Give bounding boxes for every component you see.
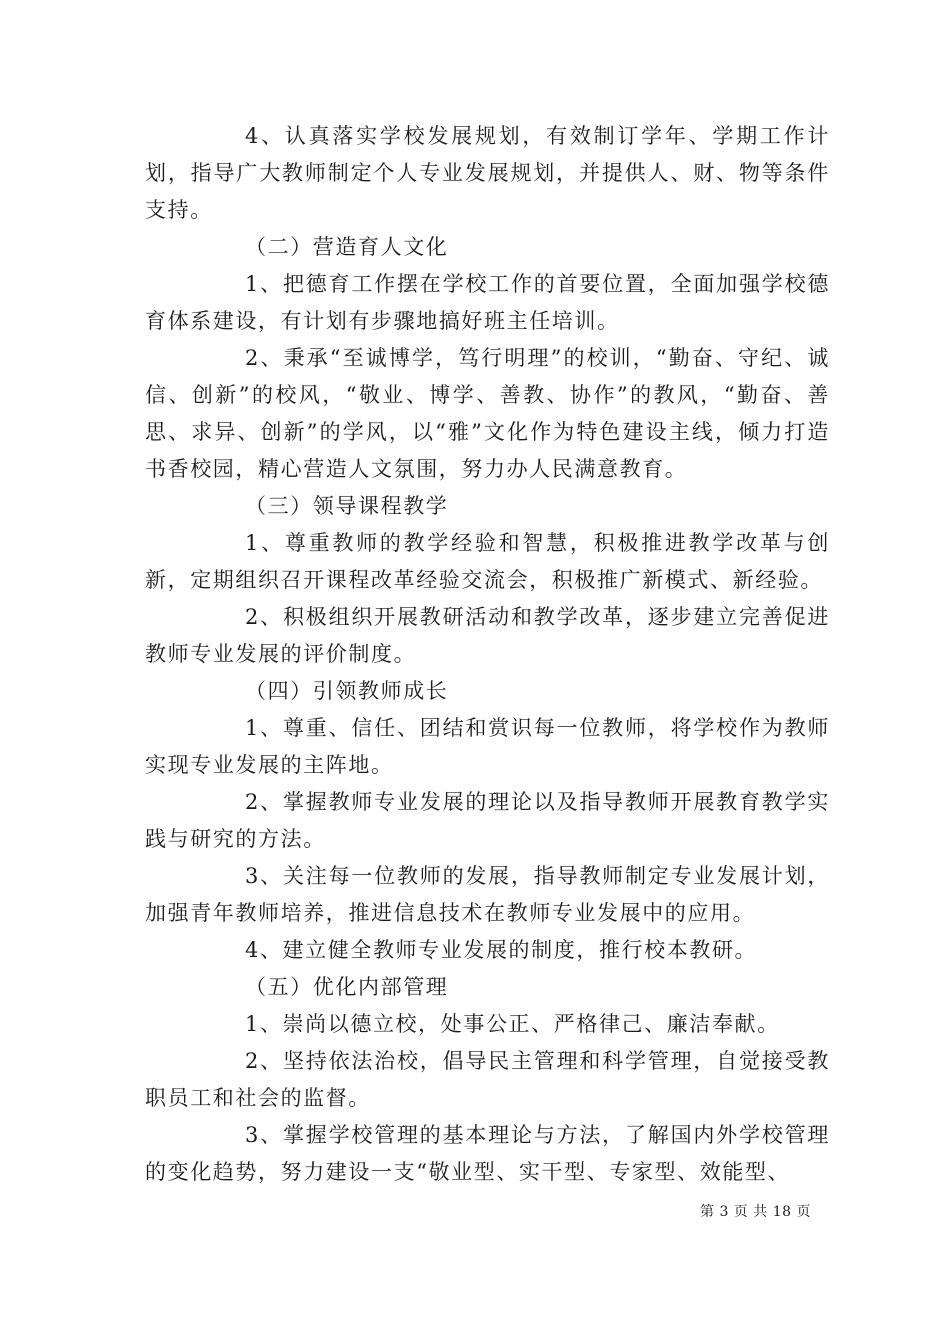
- paragraph: 2、掌握教师专业发展的理论以及指导教师开展教育教学实践与研究的方法。: [145, 790, 830, 851]
- paragraph: 4、建立健全教师专业发展的制度，推行校本教研。: [245, 938, 758, 962]
- paragraph: 4、认真落实学校发展规划，有效制订学年、学期工作计划，指导广大教师制定个人专业发展规划，并提供人、财、物等条件支持。: [145, 124, 830, 222]
- section-heading: （三）领导课程教学: [245, 494, 449, 518]
- page-number-footer: 第 3 页 共 18 页: [700, 1204, 811, 1220]
- paragraph: 2、积极组织开展教研活动和教学改革，逐步建立完善促进教师专业发展的评价制度。: [145, 605, 830, 666]
- paragraph: 1、把德育工作摆在学校工作的首要位置，全面加强学校德育体系建设，有计划有步骤地搞好班主任培训。: [145, 272, 830, 333]
- paragraph: 2、坚持依法治校，倡导民主管理和科学管理，自觉接受教职员工和社会的监督。: [145, 1049, 830, 1110]
- paragraph: 2、秉承“至诚博学，笃行明理”的校训，“勤奋、守纪、诚信、创新”的校风，“敬业、博学、善教、协作”的教风，“勤奋、善思、求异、创新”的学风，以“雅”文化作为特色建设主线，倾力打造书香校园，精心营造人文氛围，努力办人民满意教育。: [145, 346, 830, 481]
- section-heading: （二）营造育人文化: [245, 235, 449, 259]
- section-heading: （五）优化内部管理: [245, 975, 449, 999]
- section-heading: （四）引领教师成长: [245, 679, 449, 703]
- paragraph: 1、尊重、信任、团结和赏识每一位教师，将学校作为教师实现专业发展的主阵地。: [145, 716, 830, 777]
- paragraph: 1、尊重教师的教学经验和智慧，积极推进教学改革与创新，定期组织召开课程改革经验交流会，积极推广新模式、新经验。: [145, 531, 830, 592]
- paragraph: 3、掌握学校管理的基本理论与方法，了解国内外学校管理的变化趋势，努力建设一支“敬业型、实干型、专家型、效能型、: [145, 1123, 830, 1184]
- paragraph: 1、崇尚以德立校，处事公正、严格律己、廉洁奉献。: [245, 1012, 780, 1036]
- document-body: [145, 118, 830, 1191]
- paragraph: 3、关注每一位教师的发展，指导教师制定专业发展计划，加强青年教师培养，推进信息技术在教师专业发展中的应用。: [145, 864, 830, 925]
